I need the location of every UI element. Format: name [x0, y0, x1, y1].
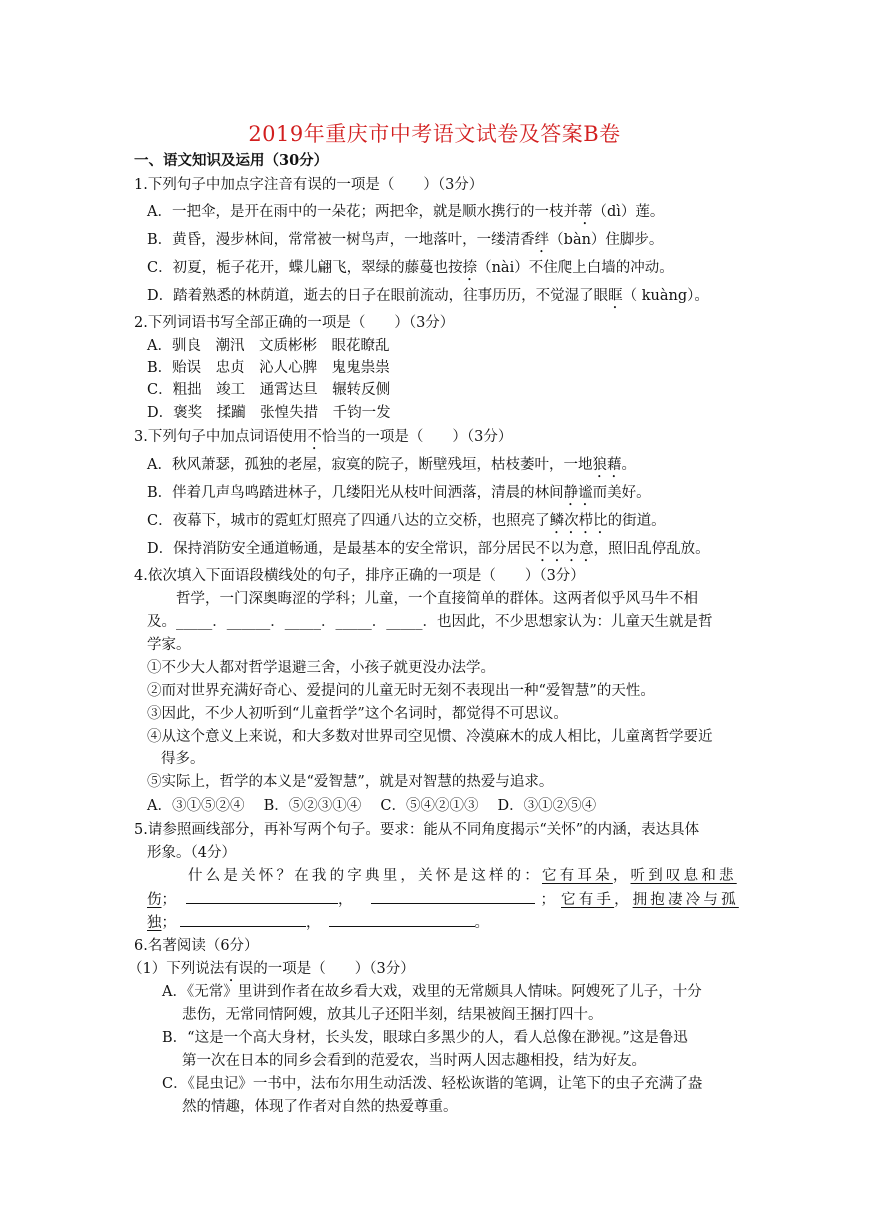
q5-line-2: 伤； ， ； 它有手， 拥抱凄冷与孤 [147, 889, 739, 910]
q6-option-a: A．《无常》里讲到作者在故乡看大戏，戏里的无常颇具人情味。阿嫂死了儿子，十分 [162, 984, 702, 1000]
q4-passage-line-1: 哲学，一门深奥晦涩的学科；儿童，一个直接简单的群体。这两者似乎风马牛不相 [147, 591, 698, 607]
section-heading: 一、语文知识及运用（30分） [134, 152, 329, 169]
q3-option-b: B．伴着几声鸟鸣踏进林子，几缕阳光从枝叶间洒落，清晨的林间静谧而美好。 [147, 485, 651, 501]
q3-option-c: C．夜幕下，城市的霓虹灯照亮了四通八达的立交桥，也照亮了鳞次栉比的街道。 [147, 513, 666, 529]
q4-passage-line-3: 学家。 [147, 637, 191, 653]
q6-option-b: B．“这是一个高大身材，长头发，眼球白多黑少的人，看人总像在渺视。”这是鲁迅 [162, 1030, 688, 1046]
q5-answer-blank-3[interactable] [180, 912, 306, 927]
q6-option-b-cont: 第一次在日本的同乡会看到的范爱农，当时两人因志趣相投，结为好友。 [182, 1053, 646, 1069]
q6-option-a-cont: 悲伤，无常同情阿嫂，放其儿子还阳半刻，结果被阎王捆打四十。 [182, 1007, 603, 1023]
q2-stem: 2.下列词语书写全部正确的一项是（ ）（3分） [134, 315, 455, 331]
q5-stem-cont: 形象。（4分） [147, 845, 236, 861]
q5-line-3: 独； ， 。 [147, 912, 489, 933]
q2-option-b: B．贻误 忠贞 沁人心脾 鬼鬼祟祟 [147, 360, 390, 376]
q6-stem: 6.名著阅读（6分） [134, 938, 259, 954]
q2-option-d: D．褒奖 揉躏 张惶失措 千钧一发 [147, 405, 391, 421]
q5-answer-blank-4[interactable] [329, 912, 475, 927]
q4-options: A．③①⑤②④ B．⑤②③①④ C．⑤④②①③ D．③①②⑤④ [147, 798, 597, 814]
q5-stem: 5.请参照画线部分，再补写两个句子。要求：能从不同角度揭示“关怀”的内涵，表达具体 [134, 822, 700, 838]
q6-option-c: C．《昆虫记》一书中，法布尔用生动活泼、轻松诙谐的笔调，让笔下的虫子充满了盎 [162, 1076, 703, 1092]
q1-option-c: C．初夏，栀子花开，蝶儿翩飞，翠绿的藤蔓也按捺（nài）不住爬上白墙的冲动。 [147, 260, 674, 276]
q1-option-b: B．黄昏，漫步林间，常常被一树鸟声，一地落叶，一缕清香绊（bàn）住脚步。 [147, 232, 664, 248]
q5-line-1: 什么是关怀？在我的字典里，关怀是这样的：它有耳朵，听到叹息和悲 [188, 868, 737, 884]
q4-stem: 4.依次填入下面语段横线处的句子，排序正确的一项是（ ）（3分） [134, 568, 585, 584]
q4-sentence-4: ④从这个意义上来说，和大多数对世界司空见惯、冷漠麻木的成人相比，儿童离哲学要近 [147, 729, 713, 745]
q4-sentence-5: ⑤实际上，哲学的本义是“爱智慧”，就是对智慧的热爱与追求。 [147, 774, 554, 790]
q6-sub1-stem: （1）下列说法有误的一项是（ ）（3分） [128, 961, 415, 977]
q2-option-c: C．粗拙 竣工 通霄达旦 辗转反侧 [147, 382, 391, 398]
page-title: 2019年重庆市中考语文试卷及答案B卷 [248, 122, 621, 146]
q6-option-c-cont: 然的情趣，体现了作者对自然的热爱尊重。 [182, 1099, 458, 1115]
q1-option-d: D．踏着熟悉的林荫道，逝去的日子在眼前流动，往事历历，不觉湿了眼眶（ kuàng）。 [147, 288, 709, 304]
q3-stem: 3.下列句子中加点词语使用不恰当的一项是（ ）（3分） [134, 429, 513, 445]
q1-option-a: A．一把伞，是开在雨中的一朵花；两把伞，就是顺水携行的一枝并蒂（dì）莲。 [147, 204, 665, 220]
q5-answer-blank-2[interactable] [371, 889, 535, 904]
q4-sentence-2: ②而对世界充满好奇心、爱提问的儿童无时无刻不表现出一种“爱智慧”的天性。 [147, 683, 655, 699]
q4-sentence-1: ①不少大人都对哲学退避三舍，小孩子就更没办法学。 [147, 660, 495, 676]
q1-stem: 1.下列句子中加点字注音有误的一项是（ ）（3分） [134, 177, 484, 193]
q5-answer-blank-1[interactable] [186, 889, 338, 904]
q2-option-a: A．驯良 潮汛 文质彬彬 眼花瞭乱 [147, 338, 390, 354]
q4-sentence-4-cont: 得多。 [161, 751, 205, 767]
q4-passage-line-2: 及。_____．______．_____．_____．_____．也因此，不少思想家认为：儿童天生就是哲 [147, 614, 713, 630]
q3-option-a: A．秋风萧瑟，孤独的老屋，寂寞的院子，断壁残垣，枯枝萎叶，一地狼藉。 [147, 457, 636, 473]
q3-option-d: D．保持消防安全通道畅通，是最基本的安全常识，部分居民不以为意，照旧乱停乱放。 [147, 541, 710, 557]
q4-sentence-3: ③因此，不少人初听到“儿童哲学”这个名词时，都觉得不可思议。 [147, 706, 568, 722]
